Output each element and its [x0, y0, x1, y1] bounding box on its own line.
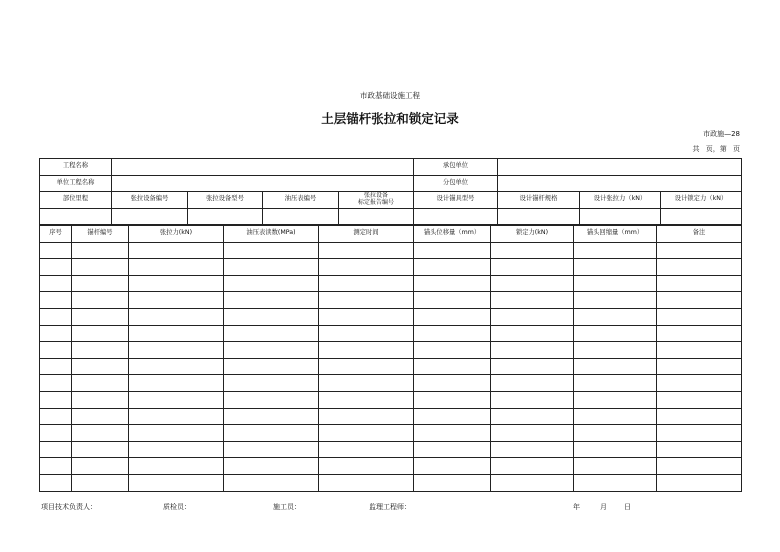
- record-cell[interactable]: [574, 242, 657, 259]
- record-cell[interactable]: [224, 391, 319, 408]
- record-cell[interactable]: [319, 342, 414, 359]
- record-cell[interactable]: [657, 242, 742, 259]
- record-cell[interactable]: [72, 375, 129, 392]
- table-row: [40, 242, 742, 259]
- records-header-cell: 张拉力(kN): [129, 226, 224, 243]
- records-header-cell: 锚杆编号: [72, 226, 129, 243]
- record-cell[interactable]: [129, 342, 224, 359]
- record-cell[interactable]: [129, 259, 224, 276]
- records-header-row: [40, 226, 742, 243]
- equipment-value-cell[interactable]: [40, 208, 112, 225]
- record-cell[interactable]: [40, 308, 72, 325]
- record-cell[interactable]: [574, 458, 657, 475]
- record-cell[interactable]: [657, 391, 742, 408]
- table-row: [40, 458, 742, 475]
- record-cell[interactable]: [491, 358, 574, 375]
- project-name-field[interactable]: [112, 159, 414, 176]
- record-cell[interactable]: [657, 292, 742, 309]
- record-cell[interactable]: [319, 408, 414, 425]
- equipment-header-cell: 设计锚杆规格: [498, 192, 580, 209]
- record-cell[interactable]: [414, 458, 491, 475]
- record-cell[interactable]: [40, 375, 72, 392]
- table-row: [40, 391, 742, 408]
- records-header-cell: 锁定力(kN): [491, 226, 574, 243]
- record-cell[interactable]: [224, 425, 319, 442]
- equipment-value-cell[interactable]: [263, 208, 339, 225]
- table-row: [40, 308, 742, 325]
- record-cell[interactable]: [574, 308, 657, 325]
- record-cell[interactable]: [491, 375, 574, 392]
- record-cell[interactable]: [414, 325, 491, 342]
- page-info: 共 页，第 页: [692, 145, 740, 153]
- record-cell[interactable]: [72, 474, 129, 491]
- record-cell[interactable]: [414, 441, 491, 458]
- record-cell[interactable]: [657, 325, 742, 342]
- unit-project-field[interactable]: [112, 175, 414, 192]
- record-cell[interactable]: [224, 408, 319, 425]
- record-cell[interactable]: [40, 391, 72, 408]
- record-cell[interactable]: [129, 474, 224, 491]
- equipment-value-cell[interactable]: [188, 208, 263, 225]
- table-row: [40, 441, 742, 458]
- equipment-value-cell[interactable]: [498, 208, 580, 225]
- subcontractor-label: 分包单位: [414, 175, 498, 192]
- record-cell[interactable]: [72, 308, 129, 325]
- record-cell[interactable]: [72, 441, 129, 458]
- record-cell[interactable]: [40, 259, 72, 276]
- record-cell[interactable]: [657, 358, 742, 375]
- year-label: 年: [573, 503, 580, 511]
- record-cell[interactable]: [129, 458, 224, 475]
- record-cell[interactable]: [657, 425, 742, 442]
- record-cell[interactable]: [657, 259, 742, 276]
- inspector-label: 质检员：: [163, 503, 191, 511]
- table-row: [40, 342, 742, 359]
- record-cell[interactable]: [129, 408, 224, 425]
- record-cell[interactable]: [72, 325, 129, 342]
- record-cell[interactable]: [414, 292, 491, 309]
- record-cell[interactable]: [40, 325, 72, 342]
- table-row: [40, 325, 742, 342]
- record-cell[interactable]: [657, 474, 742, 491]
- record-cell[interactable]: [319, 474, 414, 491]
- record-cell[interactable]: [224, 259, 319, 276]
- record-cell[interactable]: [574, 441, 657, 458]
- project-info-table: [39, 158, 742, 225]
- record-cell[interactable]: [414, 308, 491, 325]
- unit-project-label: 单位工程名称: [40, 175, 112, 192]
- signature-footer: [41, 502, 741, 512]
- constructor-label: 施工员：: [273, 503, 301, 511]
- tension-records-table: [39, 225, 742, 492]
- table-row: [40, 358, 742, 375]
- record-cell[interactable]: [491, 441, 574, 458]
- equipment-value-row: [40, 208, 742, 225]
- table-row: [40, 408, 742, 425]
- record-cell[interactable]: [129, 375, 224, 392]
- record-cell[interactable]: [319, 242, 414, 259]
- record-cell[interactable]: [72, 242, 129, 259]
- record-cell[interactable]: [129, 425, 224, 442]
- record-cell[interactable]: [319, 441, 414, 458]
- table-row: [40, 425, 742, 442]
- record-cell[interactable]: [574, 358, 657, 375]
- equipment-value-cell[interactable]: [112, 208, 188, 225]
- record-cell[interactable]: [491, 292, 574, 309]
- equipment-header-cell: 张拉设备型号: [188, 192, 263, 209]
- record-cell[interactable]: [414, 259, 491, 276]
- project-name-label: 工程名称: [40, 159, 112, 176]
- record-cell[interactable]: [491, 425, 574, 442]
- record-cell[interactable]: [574, 375, 657, 392]
- record-cell[interactable]: [574, 408, 657, 425]
- records-header-cell: 锚头回缩量（mm）: [574, 226, 657, 243]
- record-cell[interactable]: [414, 474, 491, 491]
- record-cell[interactable]: [40, 292, 72, 309]
- record-cell[interactable]: [491, 308, 574, 325]
- record-cell[interactable]: [414, 375, 491, 392]
- records-header-cell: 锚头位移量（mm）: [414, 226, 491, 243]
- record-cell[interactable]: [40, 242, 72, 259]
- table-row: [40, 292, 742, 309]
- record-cell[interactable]: [319, 358, 414, 375]
- record-cell[interactable]: [574, 342, 657, 359]
- record-cell[interactable]: [414, 275, 491, 292]
- record-cell[interactable]: [40, 275, 72, 292]
- record-cell[interactable]: [574, 259, 657, 276]
- record-cell[interactable]: [224, 458, 319, 475]
- record-cell[interactable]: [72, 458, 129, 475]
- table-row: [40, 474, 742, 491]
- record-cell[interactable]: [72, 408, 129, 425]
- record-cell[interactable]: [319, 275, 414, 292]
- record-cell[interactable]: [491, 259, 574, 276]
- record-cell[interactable]: [224, 275, 319, 292]
- record-cell[interactable]: [574, 425, 657, 442]
- table-row: [40, 375, 742, 392]
- record-cell[interactable]: [414, 242, 491, 259]
- record-cell[interactable]: [40, 441, 72, 458]
- record-cell[interactable]: [491, 408, 574, 425]
- record-cell[interactable]: [574, 325, 657, 342]
- record-cell[interactable]: [574, 275, 657, 292]
- record-cell[interactable]: [72, 391, 129, 408]
- record-cell[interactable]: [72, 292, 129, 309]
- record-cell[interactable]: [319, 458, 414, 475]
- record-cell[interactable]: [224, 358, 319, 375]
- record-cell[interactable]: [319, 308, 414, 325]
- subcontractor-field[interactable]: [498, 175, 742, 192]
- contractor-field[interactable]: [498, 159, 742, 176]
- record-cell[interactable]: [129, 391, 224, 408]
- record-cell[interactable]: [40, 425, 72, 442]
- record-cell[interactable]: [72, 425, 129, 442]
- record-cell[interactable]: [491, 325, 574, 342]
- record-cell[interactable]: [657, 342, 742, 359]
- page-title: 土层锚杆张拉和锁定记录: [321, 111, 459, 126]
- equipment-header-cell: 油压表编号: [263, 192, 339, 209]
- record-cell[interactable]: [224, 342, 319, 359]
- equipment-value-cell[interactable]: [414, 208, 498, 225]
- record-cell[interactable]: [657, 375, 742, 392]
- records-header-cell: 序号: [40, 226, 72, 243]
- form-category: 市政基础设施工程: [360, 91, 420, 100]
- record-cell[interactable]: [414, 391, 491, 408]
- tech-lead-label: 项目技术负责人：: [41, 503, 97, 511]
- record-cell[interactable]: [319, 325, 414, 342]
- table-row: [40, 259, 742, 276]
- record-cell[interactable]: [657, 308, 742, 325]
- record-cell[interactable]: [129, 242, 224, 259]
- record-cell[interactable]: [574, 292, 657, 309]
- record-cell[interactable]: [129, 358, 224, 375]
- record-cell[interactable]: [491, 474, 574, 491]
- record-cell[interactable]: [224, 375, 319, 392]
- table-row: [40, 275, 742, 292]
- records-header-cell: 油压表读数(MPa): [224, 226, 319, 243]
- record-cell[interactable]: [224, 441, 319, 458]
- record-cell[interactable]: [657, 441, 742, 458]
- record-cell[interactable]: [574, 474, 657, 491]
- record-cell[interactable]: [40, 408, 72, 425]
- equipment-value-cell[interactable]: [661, 208, 742, 225]
- records-header-cell: 测定时间: [319, 226, 414, 243]
- record-cell[interactable]: [657, 408, 742, 425]
- record-cell[interactable]: [491, 458, 574, 475]
- record-cell[interactable]: [129, 308, 224, 325]
- record-cell[interactable]: [224, 242, 319, 259]
- record-cell[interactable]: [129, 275, 224, 292]
- record-cell[interactable]: [414, 342, 491, 359]
- contractor-label: 承包单位: [414, 159, 498, 176]
- supervisor-label: 监理工程师：: [369, 503, 411, 511]
- record-cell[interactable]: [574, 391, 657, 408]
- record-cell[interactable]: [414, 358, 491, 375]
- equipment-value-cell[interactable]: [580, 208, 661, 225]
- equipment-header-cell: 设计锁定力（kN）: [661, 192, 742, 209]
- record-cell[interactable]: [657, 275, 742, 292]
- record-cell[interactable]: [40, 474, 72, 491]
- record-cell[interactable]: [129, 441, 224, 458]
- equipment-header-cell: 部位里程: [40, 192, 112, 209]
- record-cell[interactable]: [72, 358, 129, 375]
- record-cell[interactable]: [40, 358, 72, 375]
- equipment-header-cell: 设计张拉力（kN）: [580, 192, 661, 209]
- equipment-header-cell: 张拉设备编号: [112, 192, 188, 209]
- equipment-header-row: [40, 192, 742, 209]
- month-label: 月: [600, 503, 607, 511]
- form-code: 市政施—28: [703, 130, 740, 138]
- record-cell[interactable]: [72, 259, 129, 276]
- record-cell[interactable]: [40, 342, 72, 359]
- record-cell[interactable]: [491, 342, 574, 359]
- record-cell[interactable]: [491, 275, 574, 292]
- equipment-header-cell: 张拉设备 标定报告编号: [339, 192, 414, 209]
- record-cell[interactable]: [491, 242, 574, 259]
- record-cell[interactable]: [414, 408, 491, 425]
- day-label: 日: [624, 503, 631, 511]
- record-cell[interactable]: [72, 342, 129, 359]
- records-header-cell: 备注: [657, 226, 742, 243]
- record-cell[interactable]: [40, 458, 72, 475]
- record-cell[interactable]: [129, 325, 224, 342]
- record-cell[interactable]: [319, 292, 414, 309]
- record-cell[interactable]: [224, 308, 319, 325]
- record-cell[interactable]: [319, 375, 414, 392]
- record-cell[interactable]: [129, 292, 224, 309]
- record-cell[interactable]: [491, 391, 574, 408]
- record-cell[interactable]: [319, 425, 414, 442]
- record-cell[interactable]: [414, 425, 491, 442]
- record-cell[interactable]: [72, 275, 129, 292]
- record-cell[interactable]: [657, 458, 742, 475]
- record-cell[interactable]: [224, 292, 319, 309]
- record-cell[interactable]: [319, 259, 414, 276]
- record-cell[interactable]: [319, 391, 414, 408]
- equipment-value-cell[interactable]: [339, 208, 414, 225]
- record-cell[interactable]: [224, 325, 319, 342]
- equipment-header-cell: 设计锚具型号: [414, 192, 498, 209]
- record-cell[interactable]: [224, 474, 319, 491]
